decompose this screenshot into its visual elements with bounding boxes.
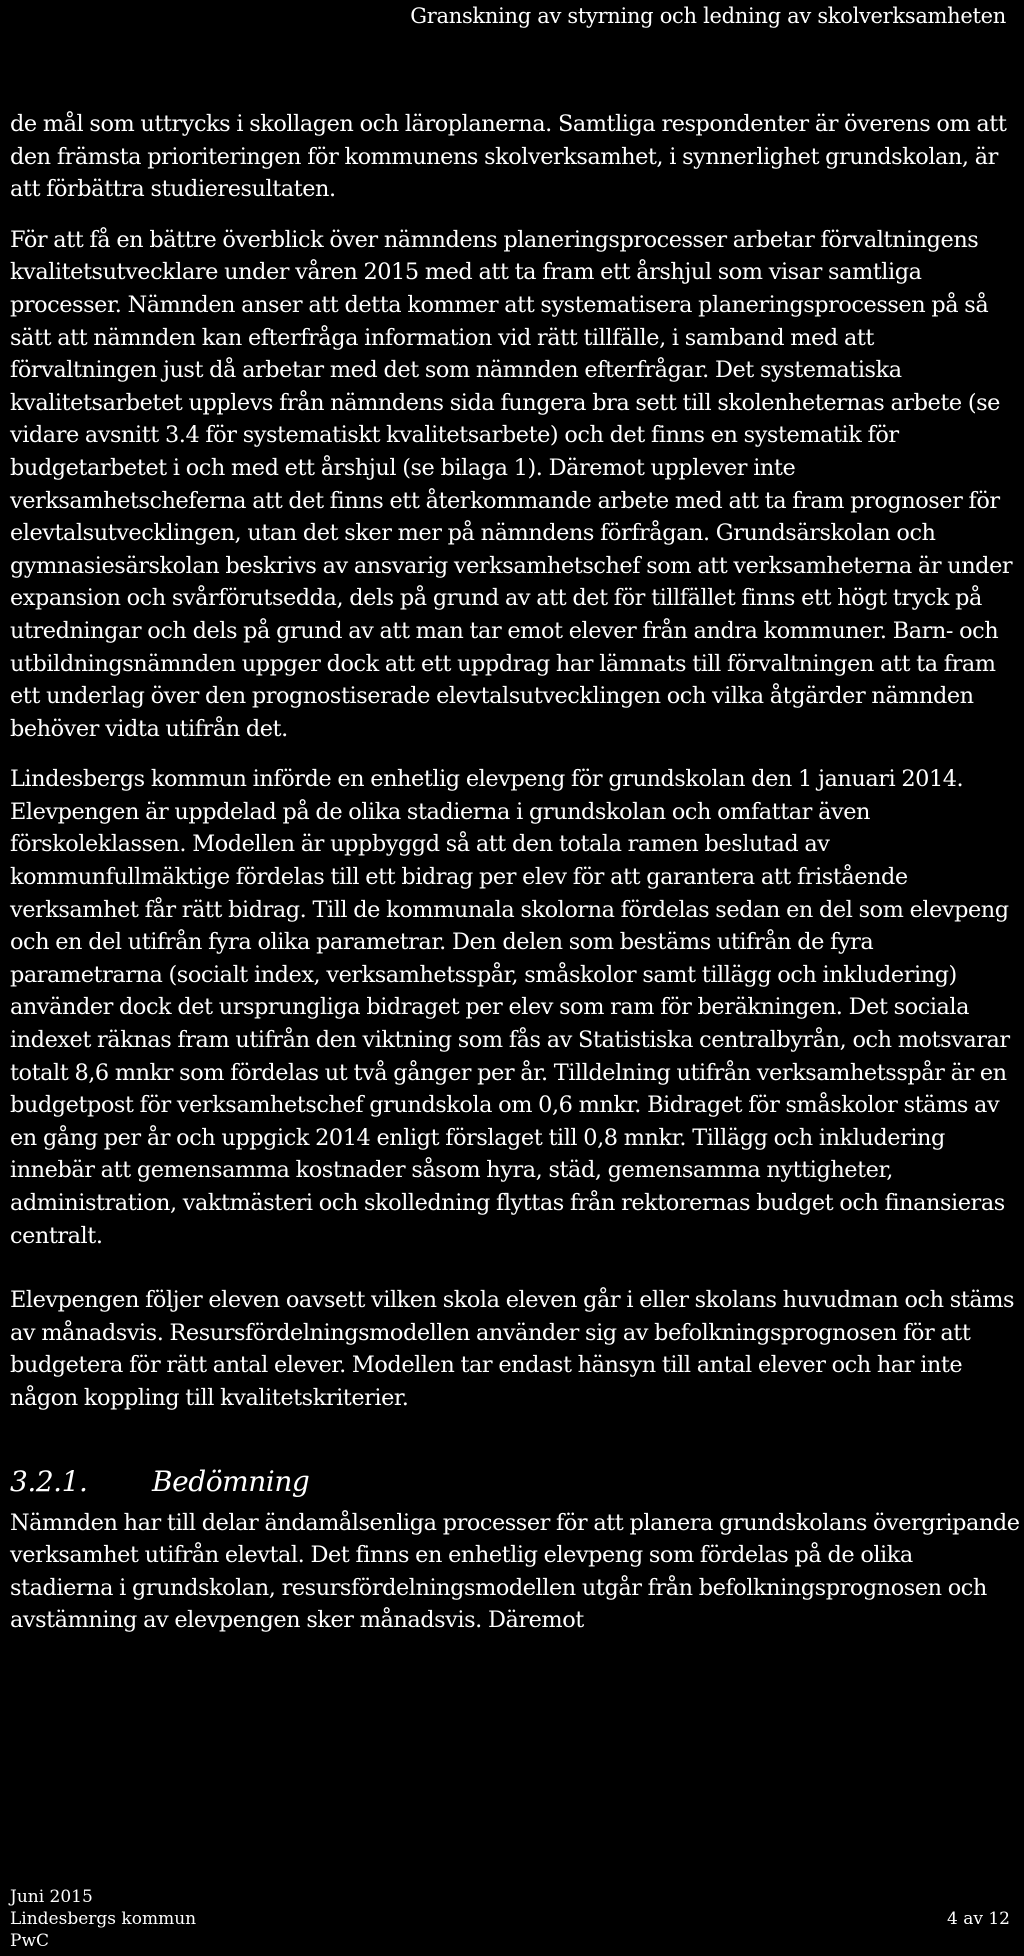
section-heading <box>10 1463 1020 1501</box>
page-number: 4 av 12 <box>947 1909 1010 1929</box>
section-number: 3.2.1. <box>10 1464 88 1498</box>
document-body <box>10 108 1020 1655</box>
paragraph: de mål som uttrycks i skollagen och läroplanerna. Samtliga respondenter är överens om att den främsta prioriteringen för kommunens skolverksamhet, i synnerlighet grundskolan, är att förbättra studieresultaten. <box>10 111 1007 203</box>
paragraph: Lindesbergs kommun införde en enhetlig elevpeng för grundskolan den 1 januari 2014. Elevpengen är uppdelad på de olika stadierna i grundskolan och omfattar även förskoleklassen. Modellen är uppbyggd så att den totala ramen beslutad av kommunfullmäktige fördelas till ett bidrag per elev för att garantera att fristående verksamhet får rätt bidrag. Till de kommunala skolorna fördelas sedan en del som elevpeng och en del utifrån fyra olika parametrar. Den delen som bestäms utifrån de fyra parametrarna (socialt index, verksamhetsspår, småskolor samt tillägg och inkludering) använder dock det ursprungliga bidraget per elev som ram för beräkningen. Det sociala indexet räknas fram utifrån den viktning som fås av Statistiska centralbyrån, och motsvarar totalt 8,6 mnkr som fördelas ut två gånger per år. Tilldelning utifrån verksamhetsspår är en budgetpost för verksamhetschef grundskola om 0,6 mnkr. Bidraget för småskolor stäms av en gång per år och uppgick 2014 enligt förslaget till 0,8 mnkr. Tillägg och inkludering innebär att gemensamma kostnader såsom hyra, städ, gemensamma nyttigheter, administration, vaktmästeri och skolledning flyttas från rektorernas budget och finansieras centralt. <box>10 766 1010 1249</box>
footer-date: Juni 2015 <box>10 1887 93 1907</box>
paragraph: Nämnden har till delar ändamålsenliga processer för att planera grundskolans övergripande verksamhet utifrån elevtal. Det finns en enhetlig elevpeng som fördelas på de olika stadierna i grundskolan, resursfördelningsmodellen utgår från befolkningsprognosen och avstämning av elevpengen sker månadsvis. Däremot <box>10 1509 1020 1634</box>
paragraph: För att få en bättre överblick över nämndens planeringsprocesser arbetar förvaltningens kvalitetsutvecklare under våren 2015 med att ta fram ett årshjul som visar samtliga processer. Nämnden anser att detta kommer att systematisera planeringsprocessen på så sätt att nämnden kan efterfråga information vid rätt tillfälle, i samband med att förvaltningen just då arbetar med det som nämnden efterfrågar. Det systematiska kvalitetsarbetet upplevs från nämndens sida fungera bra sett till skolenheternas arbete (se vidare avsnitt 3.4 för systematiskt kvalitetsarbete) och det finns en systematik för budgetarbetet i och med ett årshjul (se bilaga 1). Däremot upplever inte verksamhetscheferna att det finns ett återkommande arbete med att ta fram prognoser för elevtalsutvecklingen, utan det sker mer på nämndens förfrågan. Grundsärskolan och gymnasiesärskolan beskrivs av ansvarig verksamhetschef som att verksamheterna är under expansion och svårförutsedda, dels på grund av att det för tillfället finns ett högt tryck på utredningar och dels på grund av att man tar emot elever från andra kommuner. Barn- och utbildningsnämnden uppger dock att ett uppdrag har lämnats till förvaltningen att ta fram ett underlag över den prognostiserade elevtalsutvecklingen och vilka åtgärder nämnden behöver vidta utifrån det. <box>10 226 1013 742</box>
running-header: Granskning av styrning och ledning av skolverksamheten <box>410 4 1006 28</box>
footer-organization: Lindesbergs kommun <box>10 1909 197 1929</box>
paragraph: Elevpengen följer eleven oavsett vilken skola eleven går i eller skolans huvudman och stäms av månadsvis. Resursfördelningsmodellen använder sig av befolkningsprognosen för att budgetera för rätt antal elever. Modellen tar endast hänsyn till antal elever och har inte någon koppling till kvalitetskriterier. <box>10 1287 1015 1411</box>
section-title: Bedömning <box>152 1464 310 1498</box>
footer-firm: PwC <box>10 1931 49 1951</box>
footer-info <box>10 1886 196 1952</box>
page-footer <box>10 1886 1010 1952</box>
